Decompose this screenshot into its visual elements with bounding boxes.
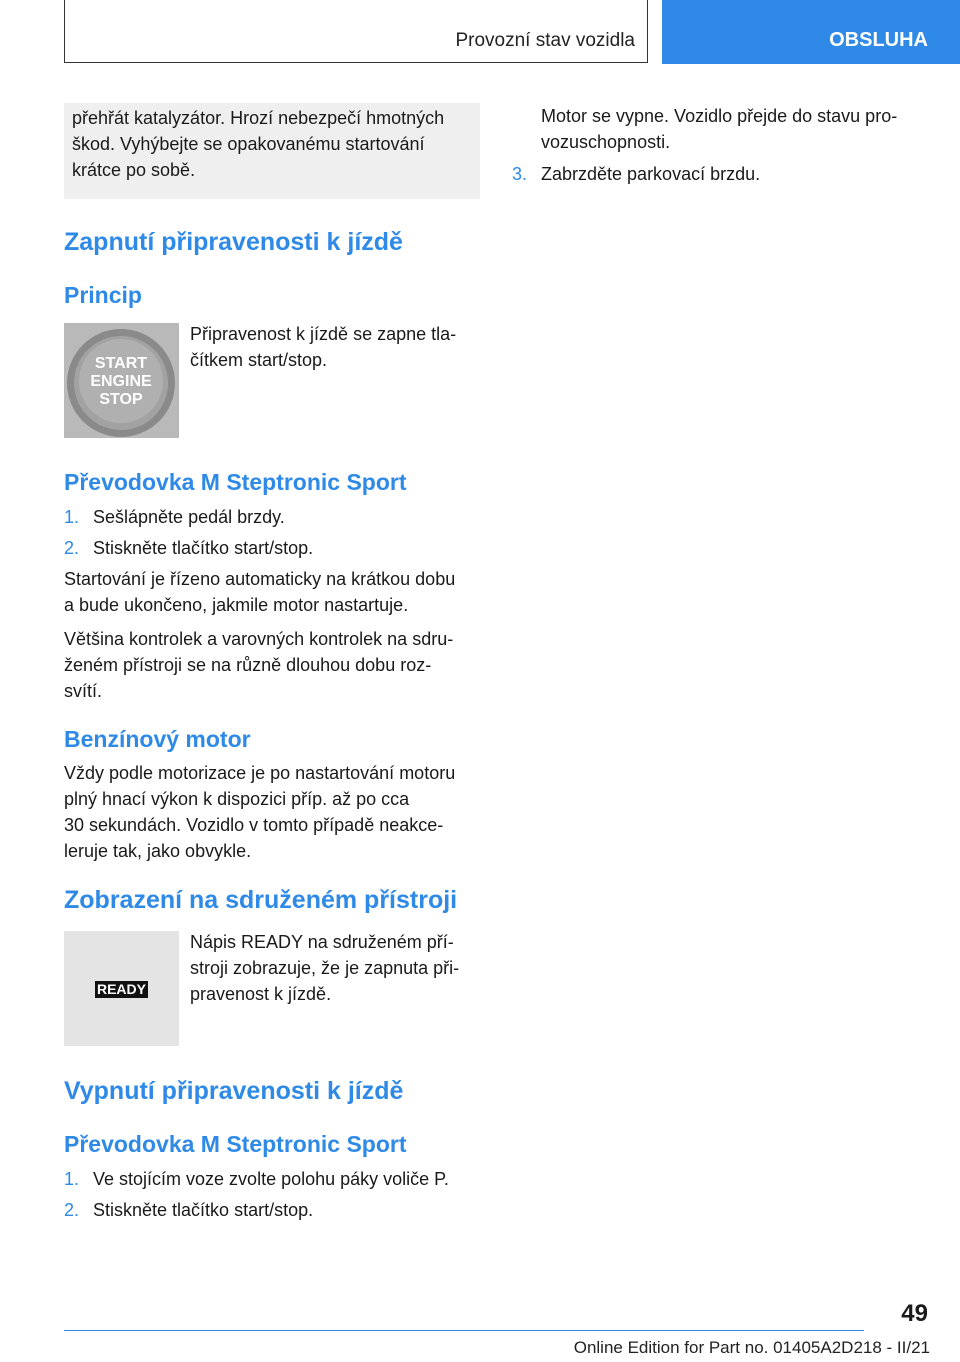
steptronic-on-steps xyxy=(64,504,480,704)
warning-box xyxy=(64,103,480,199)
para-line: a bude ukončeno, jakmile motor nastartuje. xyxy=(64,595,409,615)
list-item xyxy=(64,504,480,530)
chapter-tab-label: OBSLUHA xyxy=(829,29,928,51)
ready-indicator-image xyxy=(64,931,179,1046)
heading-principle: Princip xyxy=(64,282,142,308)
list-text: Stiskněte tlačítko start/stop. xyxy=(93,538,314,558)
para-line: Většina kontrolek a varovných kontrolek na sdru- xyxy=(64,629,454,649)
left-column xyxy=(64,103,480,1220)
list-number: 1. xyxy=(64,1169,80,1189)
start-stop-button-icon xyxy=(64,323,179,438)
warning-line: škod. Vyhýbejte se opakovanému startování xyxy=(72,134,425,154)
para-line: ženém přístroji se na různě dlouhou dobu roz- xyxy=(64,655,432,675)
header-frame xyxy=(64,0,648,63)
para-line: plný hnací výkon k dispozici příp. až po cca xyxy=(64,789,410,809)
warning-line: krátce po sobě. xyxy=(72,160,196,180)
svg-text:ENGINE: ENGINE xyxy=(90,373,152,390)
list-item xyxy=(64,1197,480,1223)
list-item xyxy=(512,161,932,187)
svg-text:READY: READY xyxy=(96,981,147,997)
para-line: leruje tak, jako obvykle. xyxy=(64,841,252,861)
list-text: Ve stojícím voze zvolte polohu páky voliče P. xyxy=(93,1169,449,1189)
para-line: svítí. xyxy=(64,681,103,701)
list-text: Sešlápněte pedál brzdy. xyxy=(93,507,285,527)
principle-line: Připravenost k jízdě se zapne tla- xyxy=(190,324,457,344)
steptronic-off-steps xyxy=(64,1166,480,1223)
para-line: Motor se vypne. Vozidlo přejde do stavu pro- xyxy=(541,106,898,126)
heading-display: Zobrazení na sdruženém přístroji xyxy=(64,886,458,914)
display-text xyxy=(190,929,480,1007)
warning-line: přehřát katalyzátor. Hrozí nebezpečí hmotných xyxy=(72,108,445,128)
heading-petrol-engine: Benzínový motor xyxy=(64,726,251,752)
list-text: Zabrzděte parkovací brzdu. xyxy=(541,164,761,184)
steptronic-para1 xyxy=(64,566,480,618)
list-item xyxy=(64,1166,480,1192)
heading-switch-on: Zapnutí připravenosti k jízdě xyxy=(64,228,403,256)
heading-switch-off: Vypnutí připravenosti k jízdě xyxy=(64,1077,404,1105)
para-line: stroji zobrazuje, že je zapnuta při- xyxy=(190,958,460,978)
svg-text:STOP: STOP xyxy=(99,391,143,408)
svg-text:START: START xyxy=(94,355,148,372)
para-line: Nápis READY na sdruženém pří- xyxy=(190,932,454,952)
list-number: 1. xyxy=(64,507,80,527)
list-number: 2. xyxy=(64,538,80,558)
start-stop-button-image xyxy=(64,323,179,438)
principle-line: čítkem start/stop. xyxy=(190,350,328,370)
petrol-text xyxy=(64,760,480,864)
heading-steptronic-off: Převodovka M Steptronic Sport xyxy=(64,1131,407,1157)
footer-edition: Online Edition for Part no. 01405A2D218 - II/21 xyxy=(573,1338,930,1357)
right-column xyxy=(512,103,932,187)
list-number: 3. xyxy=(512,164,528,184)
heading-steptronic-on: Převodovka M Steptronic Sport xyxy=(64,469,407,495)
para-line: 30 sekundách. Vozidlo v tomto případě neakce- xyxy=(64,815,444,835)
section-header-title: Provozní stav vozidla xyxy=(455,30,635,51)
list-number: 2. xyxy=(64,1200,80,1220)
principle-text xyxy=(190,321,480,373)
para-line: pravenost k jízdě. xyxy=(190,984,332,1004)
para-line: Startování je řízeno automaticky na krátkou dobu xyxy=(64,569,456,589)
para-line: vozuschopnosti. xyxy=(541,132,671,152)
footer-divider xyxy=(64,1330,864,1331)
steptronic-para2 xyxy=(64,626,480,704)
page-number: 49 xyxy=(901,1300,928,1327)
step2-continuation xyxy=(512,103,932,155)
list-text: Stiskněte tlačítko start/stop. xyxy=(93,1200,314,1220)
para-line: Vždy podle motorizace je po nastartování motoru xyxy=(64,763,456,783)
list-item xyxy=(64,535,480,561)
ready-indicator-icon xyxy=(64,931,179,1046)
chapter-tab[interactable] xyxy=(662,0,960,64)
